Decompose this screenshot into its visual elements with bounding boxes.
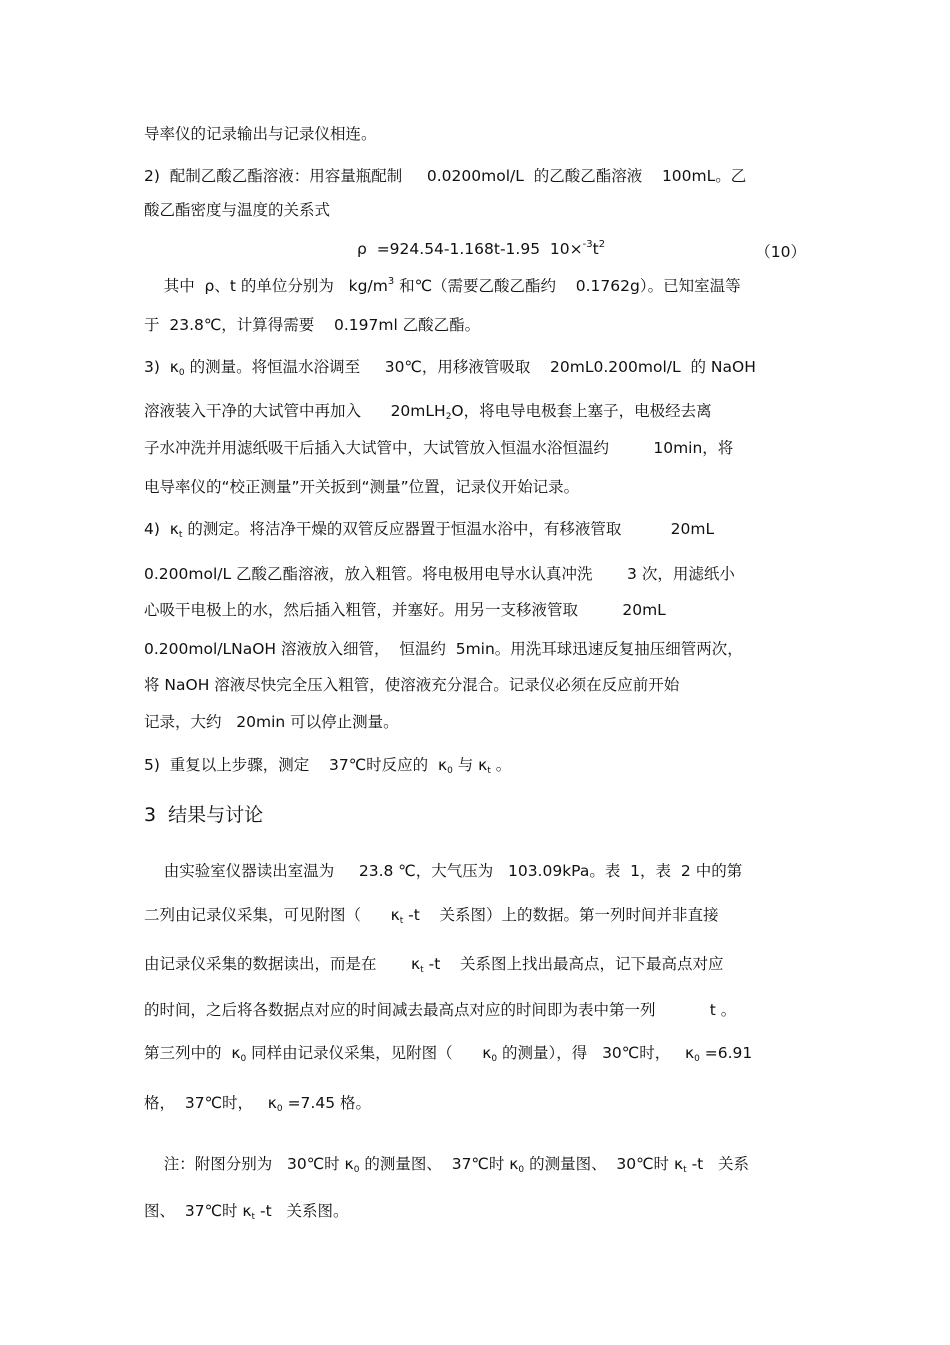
paragraph-line: 电导率仪的“校正测量”开关扳到“测量”位置，记录仪开始记录。 (144, 478, 580, 496)
paragraph-line: 0.200mol/LNaOH 溶液放入细管， 恒温约 5min。用洗耳球迅速反复抽压细管两次， (144, 640, 743, 658)
paragraph-line: 溶液装入干净的大试管中再加入 20mLH$_2$O，将电导电极套上塞子，电极经去离 (144, 402, 712, 422)
note-line: 注：附图分别为 30℃时 $\kappa_0$ 的测量图、 37℃时 $\kappa_0$ 的测量图、 30℃时 $\kappa_t$ -t 关系 (144, 1155, 750, 1175)
step-4-line: 4) $\kappa_t$ 的测定。将洁净干燥的双管反应器置于恒温水浴中，有移液管取 20mL (144, 520, 715, 540)
paragraph-line: 酸乙酯密度与温度的关系式 (144, 201, 331, 219)
paragraph-line: 0.200mol/L 乙酸乙酯溶液，放入粗管。将电极用电导水认真冲洗 3 次，用滤纸小 (144, 565, 735, 583)
paragraph-line: 子水冲洗并用滤纸吸干后插入大试管中，大试管放入恒温水浴恒温约 10min，将 (144, 439, 734, 457)
paragraph-line: 其中 ρ、t 的单位分别为 $kg/m^3$ 和℃（需要乙酸乙酯约 0.1762g）。已知室温等 (144, 276, 741, 295)
paragraph-line: 将 NaOH 溶液尽快完全压入粗管，使溶液充分混合。记录仪必须在反应前开始 (144, 676, 680, 694)
step-5-line: 5) 重复以上步骤，测定 37℃时反应的 $\kappa_0$ 与 $\kappa_t$ 。 (144, 756, 512, 776)
paragraph-line: 心吸干电极上的水，然后插入粗管，并塞好。用另一支移液管取 20mL (144, 601, 666, 619)
density-formula: ρ =924.54-1.168t-1.95 $10\times^{-3}t^2$ (357, 239, 606, 258)
paragraph-line: 格， 37℃时， $\kappa_0 =7.45$ 格。 (144, 1094, 371, 1114)
paragraph-line: 导率仪的记录输出与记录仪相连。 (144, 125, 377, 143)
paragraph-line: 记录，大约 20min 可以停止测量。 (144, 713, 399, 731)
paragraph-line: 由记录仪采集的数据读出，而是在 $\kappa_t$ -t 关系图上找出最高点，记下最高点对应 (144, 955, 724, 975)
paragraph-line: 的时间，之后将各数据点对应的时间减去最高点对应的时间即为表中第一列 t 。 (144, 1001, 737, 1019)
paragraph-line: 第三列中的 $\kappa_0$ 同样由记录仪采集，见附图（ $\kappa_0$ 的测量），得 30℃时， $\kappa_0 =6.91$ (144, 1044, 753, 1064)
paragraph-line: 于 23.8℃，计算得需要 0.197ml 乙酸乙酯。 (144, 316, 481, 334)
equation-number: （10） (755, 243, 806, 261)
note-line: 图、 37℃时 $\kappa_t$ -t 关系图。 (144, 1202, 349, 1222)
step-3-line: 3) $\kappa_0$ 的测量。将恒温水浴调至 30℃，用移液管吸取 20mL0.200mol/L 的 NaOH (144, 358, 756, 378)
step-2-line: 2) 配制乙酸乙酯溶液：用容量瓶配制 0.0200mol/L 的乙酸乙酯溶液 100mL。乙 (144, 167, 747, 185)
paragraph-line: 由实验室仪器读出室温为 23.8 ℃，大气压为 103.09kPa。表 1，表 2 中的第 (144, 862, 743, 880)
section-heading: 3 结果与讨论 (144, 804, 264, 826)
paragraph-line: 二列由记录仪采集，可见附图（ $\kappa_t$ -t 关系图）上的数据。第一列时间并非直接 (144, 906, 719, 926)
